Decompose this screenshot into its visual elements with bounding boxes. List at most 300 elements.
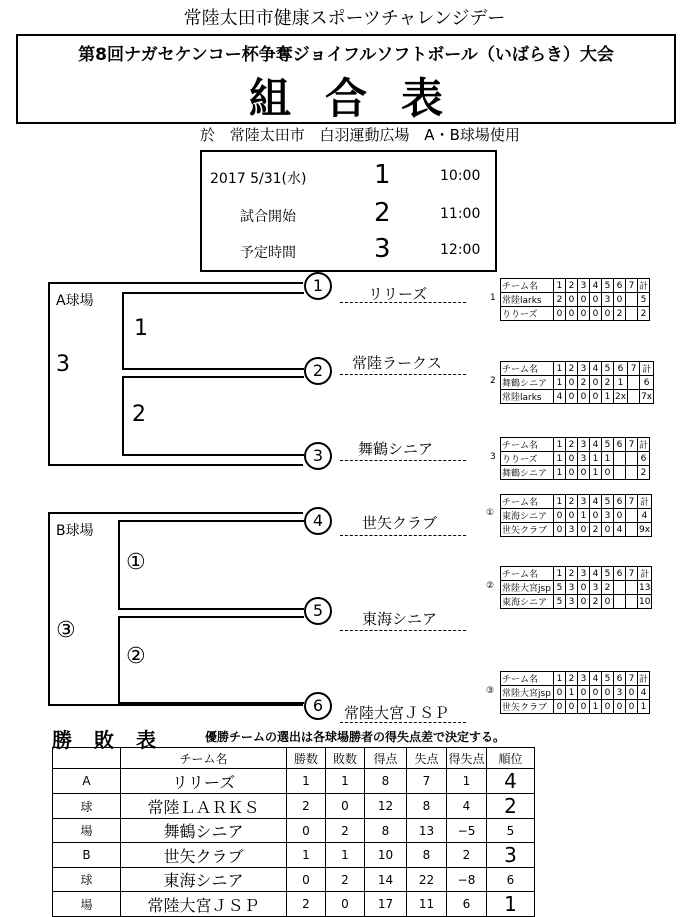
score-cell: 2 [602, 581, 614, 595]
score-cell: 0 [578, 595, 590, 609]
score-cell [614, 595, 626, 609]
value-cell: 8 [365, 819, 407, 843]
round-number: 1 [134, 316, 148, 341]
field-cell: A [53, 769, 121, 794]
score-cell: 3 [614, 686, 626, 700]
header-cell: 1 [554, 567, 566, 581]
score-cell: 0 [554, 509, 566, 523]
score-cell: 0 [614, 700, 626, 714]
score-cell: 0 [578, 466, 590, 480]
value-cell: 2 [326, 819, 365, 843]
header-cell: 計 [638, 438, 650, 452]
value-cell: 0 [326, 892, 365, 917]
scoreboard-row [501, 581, 652, 595]
results-row [53, 769, 535, 794]
score-cell [626, 595, 638, 609]
header-cell: チーム名 [501, 279, 554, 293]
score-cell [614, 452, 626, 466]
score-cell: 0 [626, 686, 638, 700]
team-name: 世矢クラブ [362, 514, 438, 532]
scoreboard-id: ② [486, 581, 495, 591]
team-cell: 常陸大宮ＪＳＰ [121, 892, 287, 917]
scoreboard-row [501, 390, 654, 404]
score-cell: 0 [554, 307, 566, 321]
field-cell: B [53, 843, 121, 868]
score-cell: 0 [602, 523, 614, 537]
score-cell: 0 [602, 307, 614, 321]
schedule-row [202, 234, 495, 264]
value-cell: 14 [365, 868, 407, 892]
bracket-line [122, 292, 304, 370]
value-cell: 2 [287, 794, 326, 819]
score-cell: 3 [566, 523, 578, 537]
header-cell: チーム名 [501, 495, 554, 509]
field-cell: 球 [53, 794, 121, 819]
title-box [16, 34, 676, 124]
header-cell: 2 [566, 495, 578, 509]
score-cell: 2 [578, 376, 590, 390]
field-cell: 球 [53, 868, 121, 892]
schedule-row [202, 198, 495, 228]
schedule-date: 2017 5/31(水) [210, 171, 307, 187]
score-cell: 1 [590, 700, 602, 714]
score-cell: 0 [578, 581, 590, 595]
header-cell: 7 [626, 438, 638, 452]
score-cell: 0 [590, 686, 602, 700]
header-cell: 2 [566, 362, 578, 376]
rank-cell: 6 [487, 868, 535, 892]
header-cell: チーム名 [501, 672, 554, 686]
score-cell: 常陸大宮jsp [501, 686, 554, 700]
dash-line [340, 535, 466, 536]
value-cell: 1 [287, 843, 326, 868]
header-cell: 計 [638, 279, 650, 293]
header-cell: 5 [602, 438, 614, 452]
score-cell: 0 [602, 466, 614, 480]
score-cell: 0 [578, 523, 590, 537]
score-cell: 2 [590, 523, 602, 537]
header-cell: 6 [614, 567, 626, 581]
event-subtitle: 常陸太田市健康スポーツチャレンジデー [183, 8, 506, 29]
game-number: 3 [374, 234, 391, 264]
dash-line [340, 374, 466, 375]
rank-cell: 1 [487, 892, 535, 917]
score-cell: りりーズ [501, 307, 554, 321]
score-cell: 6 [640, 376, 654, 390]
team-number: 1 [304, 272, 332, 300]
score-cell: 0 [590, 293, 602, 307]
header-cell: 4 [590, 567, 602, 581]
venue-line: 於 常陸太田市 白羽運動広場 A・B球場使用 [200, 126, 520, 144]
score-cell: 0 [578, 307, 590, 321]
team-number: 4 [304, 507, 332, 535]
value-cell: 1 [326, 769, 365, 794]
header-cell: 5 [602, 567, 614, 581]
results-header [53, 748, 535, 769]
header-cell: 5 [602, 362, 614, 376]
value-cell: 8 [365, 769, 407, 794]
score-cell: 2x [615, 391, 627, 402]
header-cell: 4 [590, 362, 602, 376]
dash-line [340, 630, 466, 631]
header-cell: 6 [614, 495, 626, 509]
score-cell: 10 [639, 596, 651, 607]
rank-cell: 5 [487, 819, 535, 843]
score-cell: 7x [641, 391, 653, 402]
header-cell: 3 [578, 567, 590, 581]
scoreboard-row [501, 452, 650, 466]
value-cell: 4 [447, 794, 487, 819]
scoreboard-id: 2 [490, 376, 496, 386]
score-cell: 3 [566, 581, 578, 595]
scoreboard-row [501, 376, 654, 390]
score-cell: 6 [638, 452, 650, 466]
score-cell [628, 376, 640, 390]
score-cell: 4 [638, 686, 650, 700]
round-number: 3 [56, 352, 70, 377]
header-cell: 得失点 [447, 748, 487, 769]
header-cell: 7 [626, 279, 638, 293]
score-cell: りりーズ [501, 452, 554, 466]
results-table [52, 747, 535, 917]
dash-line [340, 722, 466, 723]
value-cell: 8 [407, 843, 447, 868]
score-cell: 1 [554, 466, 566, 480]
score-cell: 2 [590, 595, 602, 609]
score-cell: 0 [590, 307, 602, 321]
header-cell: 1 [554, 672, 566, 686]
results-row [53, 794, 535, 819]
game-number: 1 [374, 160, 391, 190]
schedule-box [200, 150, 497, 272]
dash-line [340, 460, 466, 461]
score-cell: 0 [554, 700, 566, 714]
value-cell: 10 [365, 843, 407, 868]
score-cell: 4 [638, 509, 652, 523]
value-cell: 22 [407, 868, 447, 892]
scoreboard-header [501, 495, 652, 509]
header-cell: 7 [626, 567, 638, 581]
score-cell: 2 [602, 376, 614, 390]
team-number: 5 [304, 597, 332, 625]
round-number: 2 [132, 402, 146, 427]
score-cell: 4 [554, 390, 566, 404]
header-cell: 7 [626, 495, 638, 509]
scoreboard [500, 278, 650, 321]
value-cell: 8 [407, 794, 447, 819]
score-cell [626, 509, 638, 523]
score-cell: 世矢クラブ [501, 700, 554, 714]
score-cell [626, 466, 638, 480]
rank-cell: 3 [487, 843, 535, 868]
bracket-line [122, 376, 304, 456]
score-cell: 3 [590, 581, 602, 595]
scoreboard-id: ③ [486, 686, 495, 696]
score-cell: 3 [566, 595, 578, 609]
score-cell: 1 [566, 686, 578, 700]
schedule-label: 予定時間 [240, 245, 296, 261]
team-cell: 舞鶴シニア [121, 819, 287, 843]
team-number: 2 [304, 357, 332, 385]
score-cell: 世矢クラブ [501, 523, 554, 537]
score-cell: 0 [578, 390, 590, 404]
value-cell: −8 [447, 868, 487, 892]
score-cell: 0 [590, 390, 602, 404]
score-cell [628, 390, 640, 404]
score-cell: 0 [578, 293, 590, 307]
scoreboard-header [501, 567, 652, 581]
value-cell: 1 [287, 769, 326, 794]
value-cell: 11 [407, 892, 447, 917]
score-cell: 1 [614, 376, 628, 390]
score-cell: 0 [566, 293, 578, 307]
header-cell: 2 [566, 672, 578, 686]
schedule-label: 試合開始 [240, 209, 296, 225]
header-cell: 勝数 [287, 748, 326, 769]
event-title: 第8回ナガセケンコー杯争奪ジョイフルソフトボール（いばらき）大会 [78, 45, 614, 65]
score-cell: 1 [638, 700, 650, 714]
score-cell: 0 [566, 376, 578, 390]
score-cell: 3 [602, 293, 614, 307]
field-label: A球場 [56, 293, 94, 309]
scoreboard-row [501, 700, 650, 714]
value-cell: 1 [326, 843, 365, 868]
score-cell: 2 [638, 307, 650, 321]
header-cell: 1 [554, 495, 566, 509]
score-cell: 4 [614, 523, 626, 537]
team-name: 舞鶴シニア [358, 440, 434, 458]
header-cell: チーム名 [501, 438, 554, 452]
team-name: 常陸大宮ＪＳＰ [344, 704, 450, 722]
score-cell: 1 [554, 452, 566, 466]
value-cell: 2 [326, 868, 365, 892]
value-cell: 0 [287, 868, 326, 892]
value-cell: 12 [365, 794, 407, 819]
score-cell [626, 307, 638, 321]
header-cell: 2 [566, 438, 578, 452]
score-cell: 9x [639, 524, 651, 535]
value-cell: 1 [447, 769, 487, 794]
header-cell: チーム名 [121, 748, 287, 769]
score-cell: 常陸larks [501, 293, 554, 307]
header-cell: チーム名 [501, 362, 554, 376]
score-cell: 1 [602, 452, 614, 466]
header-cell: 6 [614, 438, 626, 452]
score-cell: 5 [638, 293, 650, 307]
score-cell: 1 [554, 376, 566, 390]
header-cell: 得点 [365, 748, 407, 769]
header-cell: 失点 [407, 748, 447, 769]
header-cell: 3 [578, 362, 590, 376]
game-number: 2 [374, 198, 391, 228]
header-cell: 4 [590, 672, 602, 686]
score-cell: 0 [602, 595, 614, 609]
scoreboard-id: 3 [490, 452, 496, 462]
scoreboard [500, 361, 654, 404]
header-cell: 7 [628, 362, 640, 376]
score-cell: 0 [602, 700, 614, 714]
value-cell: 13 [407, 819, 447, 843]
score-cell: 13 [639, 582, 651, 593]
header-cell: 計 [638, 495, 652, 509]
header-cell: 7 [626, 672, 638, 686]
score-cell: 舞鶴シニア [501, 376, 554, 390]
score-cell: 2 [614, 307, 626, 321]
scoreboard [500, 494, 652, 537]
header-cell: 5 [602, 495, 614, 509]
scoreboard-row [501, 523, 652, 537]
header-cell: 計 [638, 567, 652, 581]
game-time: 12:00 [440, 242, 481, 258]
value-cell: 0 [326, 794, 365, 819]
scoreboard-id: ① [486, 508, 495, 518]
scoreboard [500, 671, 650, 714]
team-number: 6 [304, 692, 332, 720]
scoreboard-row [501, 307, 650, 321]
field-cell: 場 [53, 819, 121, 843]
score-cell: 0 [566, 466, 578, 480]
header-cell: 1 [554, 279, 566, 293]
field-cell: 場 [53, 892, 121, 917]
team-cell: 常陸ＬＡＲＫＳ [121, 794, 287, 819]
header-cell: 6 [614, 362, 628, 376]
score-cell: 1 [590, 466, 602, 480]
score-cell [626, 523, 638, 537]
header-cell: 3 [578, 672, 590, 686]
field-label: B球場 [56, 523, 94, 539]
game-time: 11:00 [440, 206, 481, 222]
score-cell: 0 [566, 509, 578, 523]
header-cell: 5 [602, 672, 614, 686]
value-cell: 6 [447, 892, 487, 917]
scoreboard-header [501, 362, 654, 376]
score-cell: 0 [566, 452, 578, 466]
score-cell: 0 [590, 376, 602, 390]
score-cell: 常陸larks [501, 390, 554, 404]
header-cell: 3 [578, 279, 590, 293]
value-cell: 0 [287, 819, 326, 843]
bracket-line [118, 616, 304, 704]
scoreboard-header [501, 438, 650, 452]
header-cell: チーム名 [501, 567, 554, 581]
header-cell: 計 [638, 672, 650, 686]
rank-cell: 2 [487, 794, 535, 819]
value-cell: −5 [447, 819, 487, 843]
results-row [53, 892, 535, 917]
score-cell: 0 [578, 686, 590, 700]
score-cell: 2 [638, 466, 650, 480]
score-cell: 0 [554, 523, 566, 537]
value-cell: 2 [287, 892, 326, 917]
score-cell: 舞鶴シニア [501, 466, 554, 480]
score-cell: 2 [554, 293, 566, 307]
team-name: 常陸ラークス [352, 354, 442, 372]
scoreboard-id: 1 [490, 293, 496, 303]
score-cell: 0 [590, 509, 602, 523]
score-cell: 5 [554, 595, 566, 609]
score-cell: 0 [602, 686, 614, 700]
scoreboard-row [501, 466, 650, 480]
score-cell [626, 581, 638, 595]
schedule-row [202, 160, 495, 190]
bracket-line [118, 520, 304, 610]
score-cell: 0 [554, 686, 566, 700]
scoreboard [500, 566, 652, 609]
dash-line [340, 302, 466, 303]
team-cell: 世矢クラブ [121, 843, 287, 868]
header-cell: 4 [590, 438, 602, 452]
score-cell [626, 293, 638, 307]
scoreboard-row [501, 293, 650, 307]
scoreboard [500, 437, 650, 480]
score-cell: 東海シニア [501, 509, 554, 523]
score-cell: 3 [602, 509, 614, 523]
header-cell: 2 [566, 279, 578, 293]
score-cell: 0 [626, 700, 638, 714]
results-row [53, 843, 535, 868]
results-row [53, 868, 535, 892]
score-cell: 1 [602, 390, 614, 404]
score-cell: 3 [578, 452, 590, 466]
score-cell: 0 [566, 390, 578, 404]
header-cell: 3 [578, 495, 590, 509]
header-cell: 4 [590, 495, 602, 509]
team-cell: リリーズ [121, 769, 287, 794]
header-cell: 2 [566, 567, 578, 581]
scoreboard-row [501, 509, 652, 523]
team-number: 3 [304, 442, 332, 470]
header-cell: 5 [602, 279, 614, 293]
score-cell: 5 [554, 581, 566, 595]
score-cell [626, 452, 638, 466]
score-cell: 1 [578, 509, 590, 523]
scoreboard-row [501, 686, 650, 700]
header-cell: 1 [554, 438, 566, 452]
header-cell: 6 [614, 279, 626, 293]
header-cell: 3 [578, 438, 590, 452]
round-number: ③ [56, 618, 76, 643]
scoreboard-header [501, 672, 650, 686]
header-cell: 敗数 [326, 748, 365, 769]
round-number: ② [126, 644, 146, 669]
value-cell: 7 [407, 769, 447, 794]
header-cell: 順位 [487, 748, 535, 769]
round-number: ① [126, 550, 146, 575]
results-title: 勝敗表 [52, 728, 178, 752]
value-cell: 17 [365, 892, 407, 917]
score-cell: 0 [614, 293, 626, 307]
score-cell: 常陸大宮jsp [501, 581, 554, 595]
score-cell: 0 [566, 307, 578, 321]
team-cell: 東海シニア [121, 868, 287, 892]
header-cell: 計 [640, 362, 654, 376]
score-cell: 0 [578, 700, 590, 714]
header-cell: 1 [554, 362, 566, 376]
results-row [53, 819, 535, 843]
header-cell: 6 [614, 672, 626, 686]
team-name: 東海シニア [362, 610, 438, 628]
rank-cell: 4 [487, 769, 535, 794]
page-title: 組合表 [248, 74, 477, 123]
score-cell [614, 581, 626, 595]
team-name: リリーズ [368, 285, 428, 303]
game-time: 10:00 [440, 168, 481, 184]
scoreboard-row [501, 595, 652, 609]
scoreboard-header [501, 279, 650, 293]
score-cell [614, 466, 626, 480]
results-note: 優勝チームの選出は各球場勝者の得失点差で決定する。 [205, 730, 506, 744]
score-cell: 1 [590, 452, 602, 466]
